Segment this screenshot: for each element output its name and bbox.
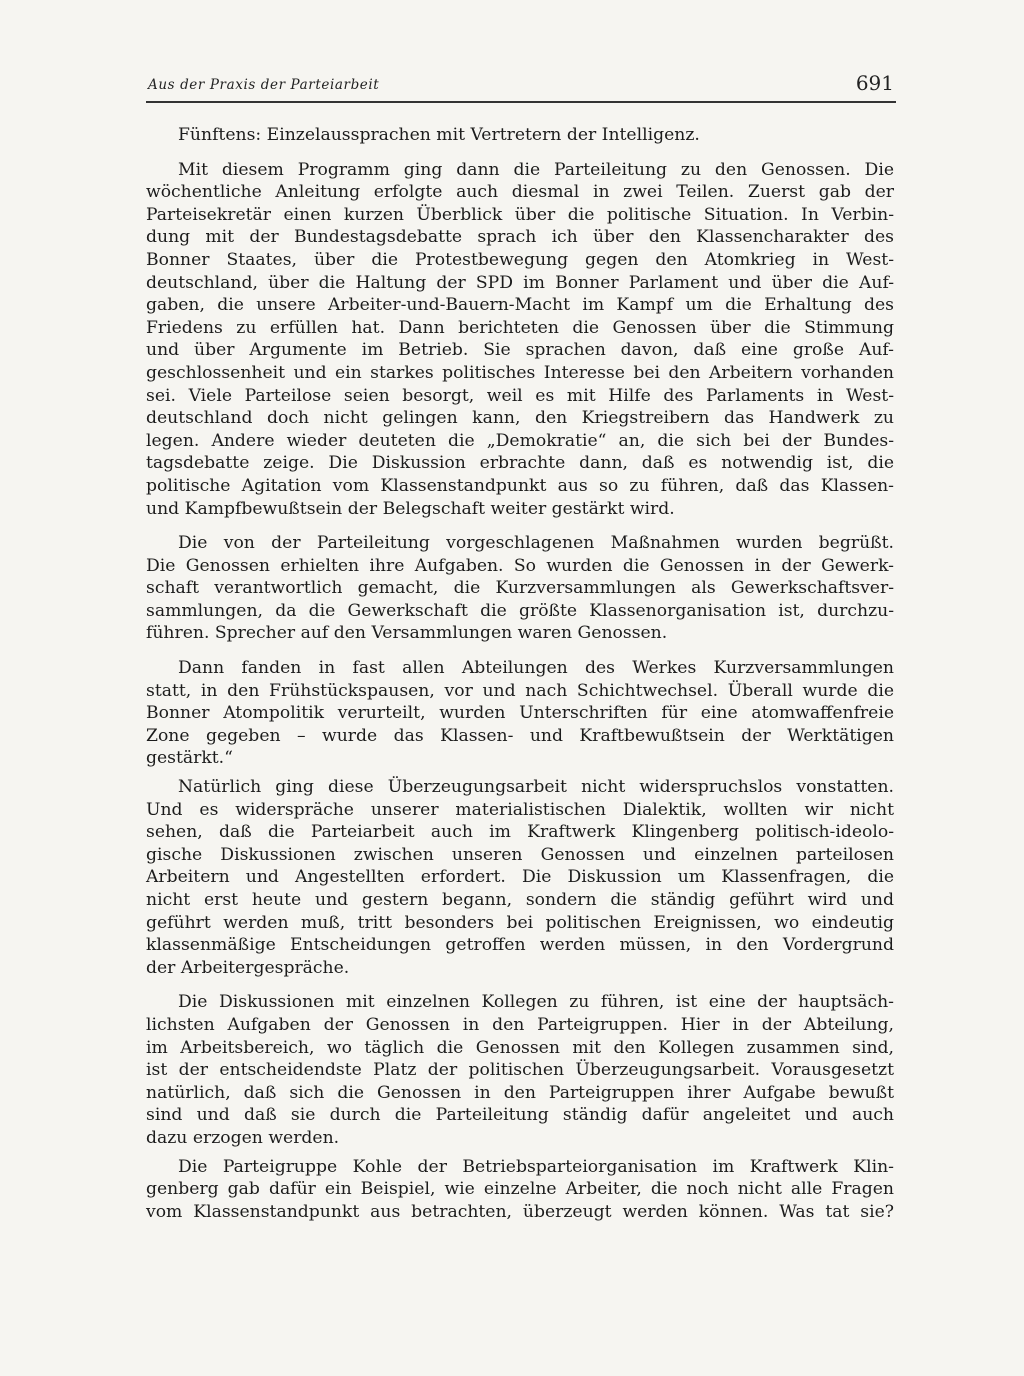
text-line: geführt werden muß, tritt besonders bei politischen Ereignissen, wo eindeutig — [146, 912, 894, 933]
text-line: Die von der Parteileitung vorgeschlagenen Maßnahmen wurden begrüßt. — [178, 533, 894, 554]
text-line: sei. Viele Parteilose seien besorgt, weil es mit Hilfe des Parlaments in West- — [146, 385, 894, 406]
text-line: natürlich, daß sich die Genossen in den Parteigruppen ihrer Aufgabe bewußt — [146, 1082, 894, 1103]
text-line: vom Klassenstandpunkt aus betrachten, überzeugt werden können. Was tat sie? — [146, 1201, 894, 1222]
text-line: sammlungen, da die Gewerkschaft die größte Klassenorganisation ist, durchzu- — [146, 600, 894, 621]
text-line: im Arbeitsbereich, wo täglich die Genossen mit den Kollegen zusammen sind, — [146, 1037, 894, 1058]
body-text — [146, 124, 894, 1223]
paragraph-6 — [146, 991, 894, 1149]
text-line: Friedens zu erfüllen hat. Dann berichteten die Genossen über die Stimmung — [146, 317, 894, 338]
text-line: sind und daß sie durch die Parteileitung ständig dafür angeleitet und auch — [146, 1105, 894, 1126]
text-line: Arbeitern und Angestellten erfordert. Die Diskussion um Klassenfragen, die — [146, 867, 894, 888]
paragraph-gap — [146, 520, 894, 532]
paragraph-1 — [146, 124, 894, 147]
text-line: Fünftens: Einzelaussprachen mit Vertretern der Intelligenz. — [178, 125, 700, 145]
running-head: Aus der Praxis der Parteiarbeit — [148, 77, 380, 93]
page-number: 691 — [855, 71, 894, 95]
text-line: geschlossenheit und ein starkes politisches Interesse bei den Arbeitern vorhanden — [146, 362, 894, 383]
page-header — [148, 71, 894, 98]
text-line: lichsten Aufgaben der Genossen in den Parteigruppen. Hier in der Abteilung, — [146, 1014, 894, 1035]
text-line: wöchentliche Anleitung erfolgte auch diesmal in zwei Teilen. Zuerst gab der — [146, 182, 894, 203]
text-line: klassenmäßige Entscheidungen getroffen werden müssen, in den Vordergrund — [146, 935, 894, 956]
text-line: Natürlich ging diese Überzeugungsarbeit nicht widerspruchslos vonstatten. — [178, 777, 894, 798]
text-line: Die Parteigruppe Kohle der Betriebsparteiorganisation im Kraftwerk Klin- — [178, 1156, 894, 1177]
text-line: Die Genossen erhielten ihre Aufgaben. So wurden die Genossen in der Gewerk- — [146, 555, 894, 576]
paragraph-7 — [146, 1156, 894, 1224]
text-line: Bonner Atompolitik verurteilt, wurden Unterschriften für eine atomwaffenfreie — [146, 703, 894, 724]
text-line: und Kampfbewußtsein der Belegschaft weiter gestärkt wird. — [146, 498, 675, 519]
paragraph-2 — [146, 159, 894, 521]
text-line: dung mit der Bundestagsdebatte sprach ich über den Klassencharakter des — [146, 227, 894, 248]
text-line: Parteisekretär einen kurzen Überblick über die politische Situation. In Verbin- — [146, 204, 894, 225]
text-line: Die Diskussionen mit einzelnen Kollegen zu führen, ist eine der hauptsäch- — [178, 992, 894, 1013]
text-line: Bonner Staates, über die Protestbewegung gegen den Atomkrieg in West- — [146, 249, 894, 270]
text-line: nicht erst heute und gestern begann, sondern die ständig geführt wird und — [146, 890, 894, 910]
paragraph-3 — [146, 532, 894, 645]
text-line: genberg gab dafür ein Beispiel, wie einzelne Arbeiter, die noch nicht alle Fragen — [146, 1179, 894, 1200]
paragraph-gap — [146, 147, 894, 159]
text-line: Zone gegeben – wurde das Klassen- und Kraftbewußtsein der Werktätigen — [146, 725, 894, 746]
text-line: Mit diesem Programm ging dann die Parteileitung zu den Genossen. Die — [178, 159, 894, 180]
text-line: schaft verantwortlich gemacht, die Kurzversammlungen als Gewerkschaftsver- — [146, 578, 894, 599]
text-line: politische Agitation vom Klassenstandpunkt aus so zu führen, daß das Klassen- — [146, 475, 894, 496]
text-line: und über Argumente im Betrieb. Sie sprachen davon, daß eine große Auf- — [146, 340, 894, 361]
text-line: deutschland doch nicht gelingen kann, den Kriegstreibern das Handwerk zu — [146, 408, 894, 429]
text-line: der Arbeitergespräche. — [146, 957, 350, 978]
text-line: legen. Andere wieder deuteten die „Demokratie“ an, die sich bei der Bundes- — [146, 430, 894, 451]
text-line: deutschland, über die Haltung der SPD im Bonner Parlament und über die Auf- — [146, 272, 894, 293]
paragraph-gap — [146, 645, 894, 657]
paragraph-4 — [146, 657, 894, 770]
text-line: tagsdebatte zeige. Die Diskussion erbrachte dann, daß es notwendig ist, die — [146, 453, 894, 474]
paragraph-5 — [146, 776, 894, 979]
header-rule — [146, 101, 896, 103]
text-line: Und es widerspräche unserer materialistischen Dialektik, wollten wir nicht — [146, 799, 894, 820]
text-line: sehen, daß die Parteiarbeit auch im Kraftwerk Klingenberg politisch-ideolo- — [146, 822, 894, 843]
text-line: statt, in den Frühstückspausen, vor und nach Schichtwechsel. Überall wurde die — [146, 680, 894, 701]
text-line: gaben, die unsere Arbeiter-und-Bauern-Macht im Kampf um die Erhaltung des — [146, 295, 894, 316]
paragraph-gap — [146, 979, 894, 991]
text-line: gestärkt.“ — [146, 748, 233, 769]
text-line: gische Diskussionen zwischen unseren Genossen und einzelnen parteilosen — [146, 844, 894, 865]
text-line: ist der entscheidendste Platz der politischen Überzeugungsarbeit. Vorausgesetzt — [146, 1060, 894, 1081]
text-line: Dann fanden in fast allen Abteilungen des Werkes Kurzversammlungen — [178, 658, 894, 679]
text-line: führen. Sprecher auf den Versammlungen waren Genossen. — [146, 623, 668, 644]
text-line: dazu erzogen werden. — [146, 1127, 340, 1148]
